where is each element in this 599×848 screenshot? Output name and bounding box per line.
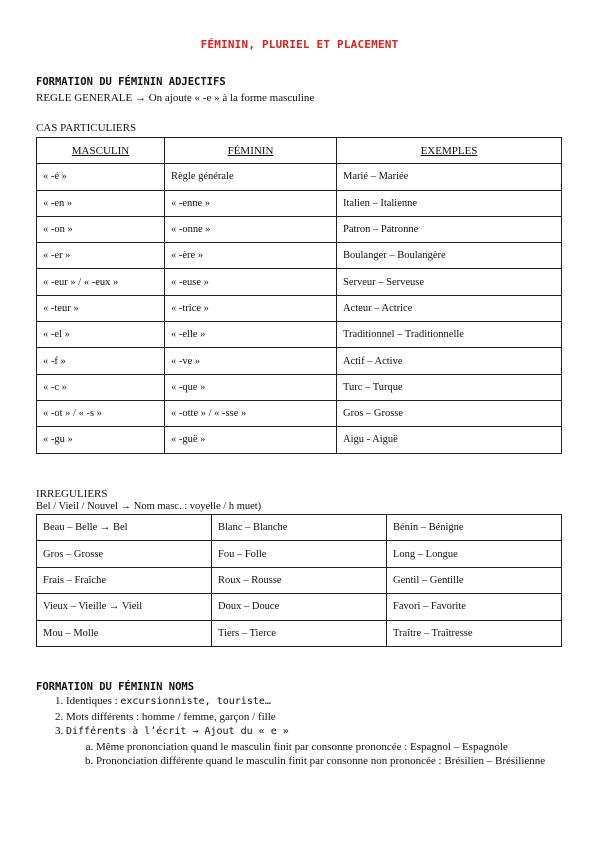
- table-row: [37, 515, 562, 541]
- table-cell: « -ot » / « -s »: [37, 400, 165, 426]
- table-cell: Aigu - Aiguë: [337, 427, 562, 453]
- table-cell: Italien – Italienne: [337, 190, 562, 216]
- table-row: [37, 594, 562, 620]
- table-cell: « -trice »: [165, 295, 337, 321]
- table-cell: « -er »: [37, 243, 165, 269]
- table-cell: Acteur – Actrice: [337, 295, 562, 321]
- table-cell: « -ve »: [165, 348, 337, 374]
- list-item: [66, 710, 591, 725]
- header-masculin: MASCULIN: [37, 138, 165, 164]
- irregular-label: IRREGULIERS: [36, 488, 108, 500]
- irregular-note: Bel / Vieil / Nouvel → Nom masc. : voyelle / h muet): [36, 501, 262, 512]
- table-cell: « -teur »: [37, 295, 165, 321]
- table-row: [37, 348, 562, 374]
- sub-list-item: a. Même prononciation quand le masculin finit par consonne prononcée : Espagnol – Espagnole: [96, 740, 591, 755]
- section-heading-adjectives: FORMATION DU FÉMININ ADJECTIFS: [36, 76, 226, 88]
- table-cell: « -guë »: [165, 427, 337, 453]
- table-cell: Vieux – Vieille → Vieil: [37, 594, 212, 620]
- table-cell: « -enne »: [165, 190, 337, 216]
- table-cell: Turc – Turque: [337, 374, 562, 400]
- irregular-table: [36, 514, 562, 647]
- header-feminin: FÉMININ: [165, 138, 337, 164]
- table-row: [37, 374, 562, 400]
- table-cell: Boulanger – Boulangère: [337, 243, 562, 269]
- table-cell: Blanc – Blanche: [212, 515, 387, 541]
- table-cell: Frais – Fraîche: [37, 567, 212, 593]
- table-cell: « -que »: [165, 374, 337, 400]
- table-cell: « -on »: [37, 216, 165, 242]
- table-cell: Patron – Patronne: [337, 216, 562, 242]
- table-cell: Doux – Douce: [212, 594, 387, 620]
- table-cell: Gros – Grosse: [337, 400, 562, 426]
- list-item-text: Mots différents : homme / femme, garçon / fille: [66, 710, 276, 723]
- table-cell: Gentil – Gentille: [387, 567, 562, 593]
- table-row: [37, 243, 562, 269]
- list-item: [66, 724, 591, 769]
- table-cell: Marié – Mariée: [337, 164, 562, 190]
- handwritten-examples: excursionniste, touriste…: [120, 696, 271, 707]
- section-heading-nouns: FORMATION DU FÉMININ NOMS: [36, 681, 195, 693]
- table-row: [37, 295, 562, 321]
- table-cell: Traître – Traîtresse: [387, 620, 562, 646]
- table-cell: « -c »: [37, 374, 165, 400]
- table-row: [37, 190, 562, 216]
- sub-list: [66, 740, 591, 769]
- table-row: [37, 269, 562, 295]
- cases-label: CAS PARTICULIERS: [36, 122, 137, 134]
- table-cell: Favori – Favorite: [387, 594, 562, 620]
- table-row: [37, 216, 562, 242]
- table-cell: Mou – Molle: [37, 620, 212, 646]
- table-cell: Actif – Active: [337, 348, 562, 374]
- noun-rules-list: [36, 694, 591, 769]
- table-cell: « -ère »: [165, 243, 337, 269]
- table-row: [37, 567, 562, 593]
- list-item-text: Différents à l’écrit → Ajout du « e »: [66, 726, 289, 737]
- table-cell: Fou – Folle: [212, 541, 387, 567]
- list-item: [66, 694, 591, 710]
- table-row: [37, 400, 562, 426]
- table-cell: « -gu »: [37, 427, 165, 453]
- table-cell: Traditionnel – Traditionnelle: [337, 322, 562, 348]
- table-cell: « -el »: [37, 322, 165, 348]
- page-title: FÉMININ, PLURIEL ET PLACEMENT: [200, 38, 399, 51]
- table-cell: « -euse »: [165, 269, 337, 295]
- table-cell: « -en »: [37, 190, 165, 216]
- table-cell: « -f »: [37, 348, 165, 374]
- table-cell: Règle générale: [165, 164, 337, 190]
- table-cell: Roux – Rousse: [212, 567, 387, 593]
- general-rule: REGLE GENERALE → On ajoute « -e » à la forme masculine: [36, 92, 315, 104]
- table-cell: « -otte » / « -sse »: [165, 400, 337, 426]
- table-cell: Long – Longue: [387, 541, 562, 567]
- table-cell: Serveur – Serveuse: [337, 269, 562, 295]
- table-row: [37, 541, 562, 567]
- table-row: [37, 620, 562, 646]
- table-cell: « -eur » / « -eux »: [37, 269, 165, 295]
- table-cell: Gros – Grosse: [37, 541, 212, 567]
- list-item-text: Identiques :: [66, 695, 121, 707]
- table-cell: Beau – Belle → Bel: [37, 515, 212, 541]
- table-cell: « -elle »: [165, 322, 337, 348]
- table-cell: Tiers – Tierce: [212, 620, 387, 646]
- table-row: [37, 427, 562, 453]
- sub-list-item: b. Prononciation différente quand le masculin finit par consonne non prononcée : Brésilien – Brésilienne: [96, 754, 591, 769]
- header-exemples: EXEMPLES: [337, 138, 562, 164]
- table-row: [37, 322, 562, 348]
- table-cell: « -onne »: [165, 216, 337, 242]
- table-row: [37, 164, 562, 190]
- table-cell: « -é »: [37, 164, 165, 190]
- table-cell: Bénin – Bénigne: [387, 515, 562, 541]
- adjective-feminine-table: [36, 137, 562, 454]
